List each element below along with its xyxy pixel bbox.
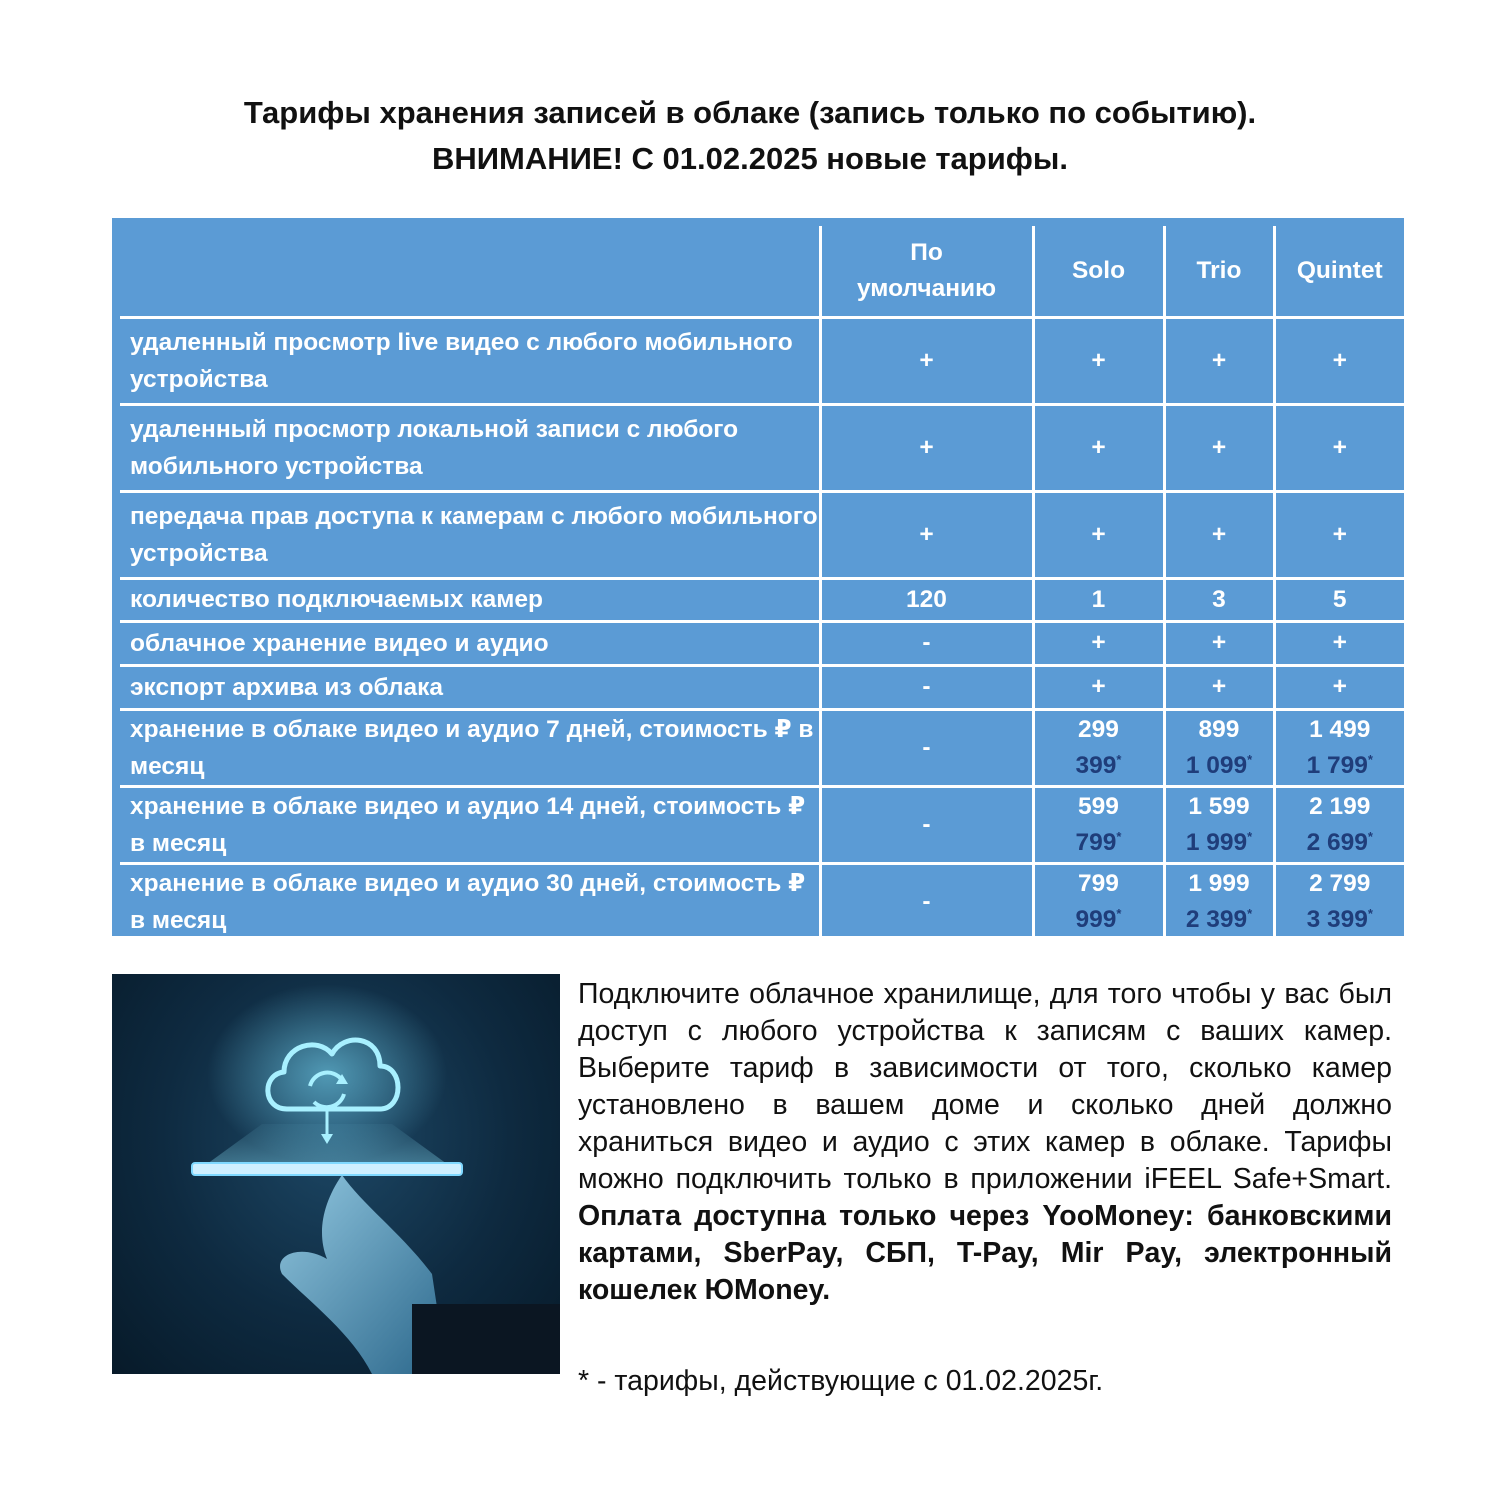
price-new-wrap [1035, 748, 1163, 784]
cell-quintet: + [1274, 404, 1404, 491]
cell-solo: + [1033, 317, 1164, 404]
payment-info: Оплата доступна только через YooMoney: банковскими картами, SberPay, СБП, T-Pay, Mir Pay, электронный кошелек ЮMoney. [578, 1200, 1392, 1306]
price-row [120, 863, 1404, 939]
page-subtitle-notice: ВНИМАНИЕ! С 01.02.2025 новые тарифы. [432, 141, 1068, 176]
feature-label: хранение в облаке видео и аудио 14 дней, стоимость ₽ в месяц [120, 786, 820, 863]
cell-trio: + [1164, 404, 1274, 491]
cell-quintet: + [1274, 491, 1404, 578]
feature-label: хранение в облаке видео и аудио 7 дней, стоимость ₽ в месяц [120, 709, 820, 786]
price-new: 2 699 [1306, 828, 1368, 856]
feature-label: удаленный просмотр локальной записи с любого мобильного устройства [120, 404, 820, 491]
price-row [120, 786, 1404, 863]
cell-quintet-price [1274, 709, 1404, 786]
cell-quintet: + [1274, 665, 1404, 709]
header-default: По умолчанию [820, 226, 1033, 317]
cell-trio: 3 [1164, 578, 1274, 621]
cell-solo: + [1033, 665, 1164, 709]
cell-quintet: 5 [1274, 578, 1404, 621]
header-feature-blank [120, 226, 820, 317]
cell-default: + [820, 491, 1033, 578]
asterisk: * [1116, 905, 1122, 921]
asterisk: * [1116, 828, 1122, 844]
price-new: 1 999 [1185, 828, 1248, 856]
price-new: 3 399 [1306, 905, 1368, 933]
price-new-wrap [1276, 825, 1405, 861]
cell-solo-price [1033, 786, 1164, 863]
table-row [120, 578, 1404, 621]
cell-trio: + [1164, 621, 1274, 665]
price-current: 1 599 [1188, 792, 1250, 820]
price-current: 899 [1198, 715, 1240, 743]
cell-trio-price [1164, 709, 1274, 786]
price-new-wrap [1166, 902, 1273, 938]
cell-solo: + [1033, 621, 1164, 665]
feature-label: экспорт архива из облака [120, 665, 820, 709]
description-text [578, 976, 1392, 1309]
asterisk: * [1367, 751, 1373, 767]
price-new: 799 [1075, 828, 1117, 856]
price-new-wrap [1035, 825, 1163, 861]
cell-default: + [820, 317, 1033, 404]
price-new-wrap [1166, 748, 1273, 784]
price-current: 799 [1078, 869, 1119, 897]
price-new: 1 099 [1185, 751, 1248, 779]
cell-trio-price [1164, 786, 1274, 863]
price-new-wrap [1035, 902, 1163, 938]
cell-default: - [820, 665, 1033, 709]
price-current: 299 [1078, 715, 1119, 743]
cell-default: + [820, 404, 1033, 491]
price-new: 399 [1075, 751, 1117, 779]
header-quintet: Quintet [1274, 226, 1404, 317]
price-new-wrap [1276, 902, 1405, 938]
feature-label: облачное хранение видео и аудио [120, 621, 820, 665]
asterisk: * [1247, 828, 1253, 844]
asterisk: * [1247, 751, 1253, 767]
cell-default: - [820, 863, 1033, 939]
price-new: 2 399 [1185, 905, 1248, 933]
cell-quintet-price [1274, 786, 1404, 863]
cell-trio: + [1164, 665, 1274, 709]
cell-solo-price [1033, 863, 1164, 939]
price-new: 1 799 [1306, 751, 1368, 779]
cell-default: - [820, 709, 1033, 786]
cloud-tablet-hand-icon [112, 974, 560, 1374]
cell-default: - [820, 786, 1033, 863]
asterisk: * [1247, 905, 1253, 921]
cell-quintet-price [1274, 863, 1404, 939]
price-row [120, 709, 1404, 786]
price-current: 2 799 [1309, 869, 1371, 897]
table-row [120, 317, 1404, 404]
tariff-table [120, 226, 1404, 939]
feature-label: передача прав доступа к камерам с любого мобильного устройства [120, 491, 820, 578]
cell-trio: + [1164, 317, 1274, 404]
feature-label: количество подключаемых камер [120, 578, 820, 621]
description-body: Подключите облачное хранилище, для того чтобы у вас был доступ с любого устройства к записям с ваших камер. Выберите тариф в зависимости от того, сколько камер установлено в вашем доме и сколько дней должно храниться видео и аудио с этих камер в облаке. Тарифы можно подключить только в приложении iFEEL Safe+Smart. [578, 978, 1392, 1195]
table-row [120, 491, 1404, 578]
cell-quintet: + [1274, 317, 1404, 404]
cell-quintet: + [1274, 621, 1404, 665]
cell-solo: 1 [1033, 578, 1164, 621]
price-current: 2 199 [1309, 792, 1371, 820]
table-row [120, 404, 1404, 491]
cell-default: - [820, 621, 1033, 665]
price-new-wrap [1166, 825, 1273, 861]
asterisk: * [1367, 828, 1373, 844]
tariff-table-container [112, 218, 1404, 936]
cell-trio-price [1164, 863, 1274, 939]
asterisk: * [1367, 905, 1373, 921]
table-row [120, 665, 1404, 709]
cloud-hand-illustration [112, 974, 560, 1374]
header-trio: Trio [1164, 226, 1274, 317]
feature-label: удаленный просмотр live видео с любого мобильного устройства [120, 317, 820, 404]
header-solo: Solo [1033, 226, 1164, 317]
price-current: 599 [1078, 792, 1119, 820]
cell-solo: + [1033, 491, 1164, 578]
cell-solo: + [1033, 404, 1164, 491]
page-title: Тарифы хранения записей в облаке (запись только по событию). [243, 95, 1257, 130]
cell-trio: + [1164, 491, 1274, 578]
table-row [120, 621, 1404, 665]
price-current: 1 499 [1309, 715, 1371, 743]
price-new-wrap [1276, 748, 1405, 784]
feature-label: хранение в облаке видео и аудио 30 дней, стоимость ₽ в месяц [120, 863, 820, 939]
price-current: 1 999 [1188, 869, 1250, 897]
table-header-row [120, 226, 1404, 317]
asterisk: * [1116, 751, 1122, 767]
cell-solo-price [1033, 709, 1164, 786]
footnote: * - тарифы, действующие с 01.02.2025г. [578, 1365, 1104, 1397]
price-new: 999 [1075, 905, 1117, 933]
cell-default: 120 [820, 578, 1033, 621]
